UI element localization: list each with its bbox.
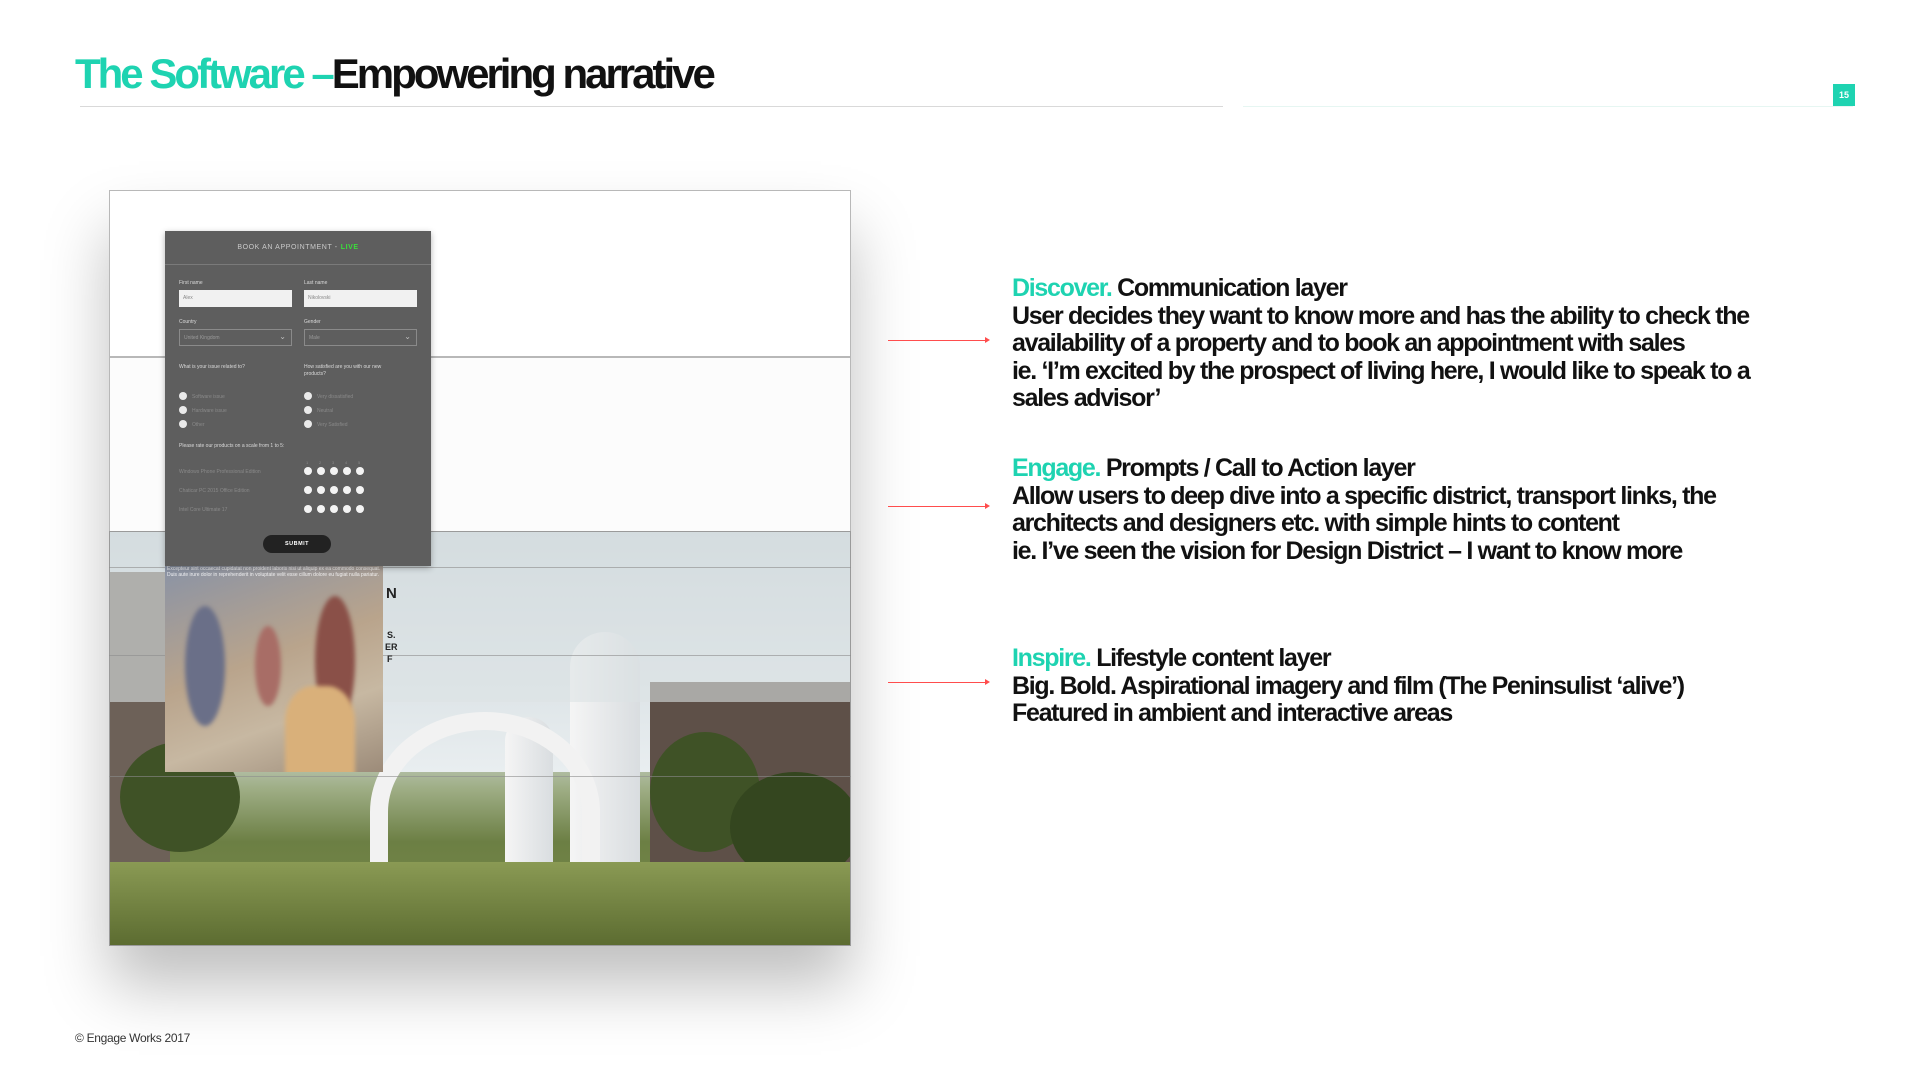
arrow-engage	[888, 506, 988, 507]
rating-dot[interactable]	[317, 467, 325, 475]
title-main: Empowering narrative	[331, 50, 713, 97]
country-label: Country	[179, 319, 197, 325]
last-name-label: Last name	[304, 280, 328, 286]
footer-copyright: © Engage Works 2017	[75, 1031, 190, 1045]
rating-scale-5: 5	[358, 460, 361, 465]
inspire-line-1: Big. Bold. Aspirational imagery and film (The Peninsulist ‘alive’)	[1012, 671, 1684, 700]
rating-dot[interactable]	[356, 486, 364, 494]
issue-radio-1[interactable]	[179, 392, 187, 400]
form-heading-text: BOOK AN APPOINTMENT -	[237, 244, 338, 251]
country-select-value: United Kingdom	[184, 335, 220, 341]
inspire-block	[1012, 645, 1892, 728]
engage-line-2: architects and designers etc. with simple hints to content	[1012, 509, 1619, 537]
discover-title: Communication layer	[1117, 274, 1347, 302]
rating-dot[interactable]	[356, 467, 364, 475]
overlay-text-fragment-1: S.	[387, 630, 396, 640]
discover-keyword: Discover.	[1012, 274, 1112, 302]
issue-option-1: Software issue	[192, 394, 225, 400]
overlay-body-text: Excepteur sint occaecat cupidatat non proident laboris nisi ut aliquip ex ea commodo consequat. Duis aute irure dolor in reprehenderit in voluptate velit esse cillum dolore eu fugiat nulla pariatur.	[167, 566, 381, 578]
title-accent: The Software –	[75, 50, 332, 97]
discover-line-3: ie. ‘I’m excited by the prospect of living here, I would like to speak to a	[1012, 356, 1750, 385]
people-photo	[165, 566, 383, 772]
rating-dot[interactable]	[317, 486, 325, 494]
rating-item-1: Windows Phone Professional Edition	[179, 469, 261, 475]
engage-title: Prompts / Call to Action layer	[1105, 454, 1415, 482]
gender-select-value: Male	[309, 335, 320, 341]
satisfaction-radio-2[interactable]	[304, 406, 312, 414]
rating-dot[interactable]	[356, 505, 364, 513]
overlay-text-fragment-2: ER	[385, 642, 398, 652]
rating-dot[interactable]	[304, 486, 312, 494]
satisfaction-question: How satisfied are you with our new products?	[304, 364, 382, 377]
rating-dot[interactable]	[317, 505, 325, 513]
discover-heading	[1012, 275, 1892, 303]
last-name-input[interactable]: Nikolovski	[304, 290, 417, 307]
rating-dot[interactable]	[343, 505, 351, 513]
appointment-form	[165, 231, 431, 566]
inspire-line-2: Featured in ambient and interactive areas	[1012, 699, 1452, 727]
blurred-person-2	[255, 626, 281, 706]
engage-keyword: Engage.	[1012, 454, 1101, 482]
gender-select[interactable]	[304, 329, 417, 346]
rating-dot[interactable]	[304, 467, 312, 475]
inspire-heading	[1012, 645, 1892, 673]
issue-radio-2[interactable]	[179, 406, 187, 414]
issue-radio-3[interactable]	[179, 420, 187, 428]
submit-button[interactable]: SUBMIT	[263, 535, 331, 553]
chevron-down-icon: ⌄	[279, 332, 286, 341]
rating-scale-1: 1	[306, 460, 309, 465]
first-name-label: First name	[179, 280, 203, 286]
form-heading	[165, 231, 431, 265]
rating-dot[interactable]	[330, 486, 338, 494]
arrow-inspire	[888, 682, 988, 683]
inspire-keyword: Inspire.	[1012, 644, 1091, 672]
chevron-down-icon: ⌄	[404, 332, 411, 341]
satisfaction-radio-3[interactable]	[304, 420, 312, 428]
blurred-person-4	[285, 686, 355, 772]
engage-heading	[1012, 455, 1892, 483]
discover-line-1: User decides they want to know more and has the ability to check the	[1012, 301, 1749, 330]
rating-heading: Please rate our products on a scale from 1 to 5:	[179, 443, 285, 449]
layer-stack-mockup	[109, 190, 851, 946]
rating-item-2: Chaticar PC 2015 Office Edition	[179, 488, 250, 494]
first-name-input[interactable]: Alex	[179, 290, 292, 307]
rating-item-3: Intel Core Ultimate 17	[179, 507, 228, 513]
discover-line-4: sales advisor’	[1012, 384, 1161, 412]
overlay-text-fragment-3: F	[387, 654, 393, 664]
layer-divider-3	[109, 776, 851, 777]
inspire-title: Lifestyle content layer	[1096, 644, 1331, 672]
discover-block	[1012, 275, 1892, 413]
photo-lawn	[110, 862, 851, 946]
engage-line-3: ie. I’ve seen the vision for Design District – I want to know more	[1012, 536, 1682, 565]
rating-dot[interactable]	[343, 467, 351, 475]
rating-scale-3: 3	[332, 460, 335, 465]
rating-dot[interactable]	[330, 505, 338, 513]
engage-line-1: Allow users to deep dive into a specific district, transport links, the	[1012, 481, 1716, 510]
satisfaction-option-3: Very Satisfied	[317, 422, 348, 428]
satisfaction-radio-1[interactable]	[304, 392, 312, 400]
country-select[interactable]	[179, 329, 292, 346]
engage-block	[1012, 455, 1892, 565]
form-live-badge: LIVE	[340, 244, 359, 251]
page-title	[75, 50, 713, 98]
rating-scale-4: 4	[345, 460, 348, 465]
rating-dot[interactable]	[330, 467, 338, 475]
title-divider	[80, 106, 1223, 107]
page-number-badge: 15	[1833, 84, 1855, 106]
overlay-heading-fragment: N	[386, 585, 397, 602]
blurred-person-1	[185, 606, 225, 726]
title-divider-secondary	[1243, 106, 1853, 107]
rating-scale-2: 2	[319, 460, 322, 465]
issue-option-2: Hardware issue	[192, 408, 227, 414]
issue-option-3: Other	[192, 422, 205, 428]
rating-dot[interactable]	[304, 505, 312, 513]
gender-label: Gender	[304, 319, 321, 325]
discover-line-2: availability of a property and to book an appointment with sales	[1012, 329, 1685, 357]
satisfaction-option-1: Very dissatisfied	[317, 394, 354, 400]
arrow-discover	[888, 340, 988, 341]
satisfaction-option-2: Neutral	[317, 408, 334, 414]
rating-dot[interactable]	[343, 486, 351, 494]
issue-question: What is your issue related to?	[179, 364, 245, 370]
